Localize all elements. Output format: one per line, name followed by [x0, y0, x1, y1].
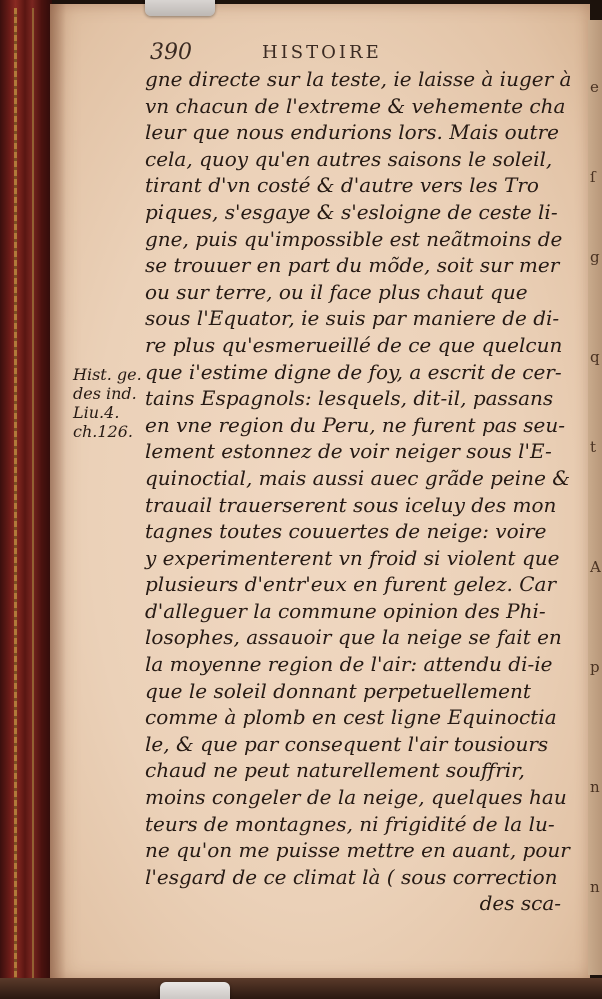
text-line: tirant d'vn costé & d'autre vers les Tro	[145, 173, 539, 198]
margin-note-line: Hist. ge.	[73, 365, 142, 384]
text-line: tagnes toutes couuertes de neige: voire	[145, 519, 547, 544]
text-line: en vne region du Peru, ne furent pas seu-	[145, 412, 566, 437]
leather-binding	[0, 0, 52, 999]
bottom-clip	[160, 982, 230, 999]
next-page-edge: e ſ g q t A p n n	[588, 20, 602, 975]
text-line: se trouuer en part du mõde, soit sur mer	[145, 253, 560, 278]
margin-note-line: Liu.4.	[73, 403, 120, 422]
text-line: la moyenne region de l'air: attendu di-ie	[145, 652, 553, 677]
catchword: des sca-	[479, 891, 561, 916]
text-line: piques, s'esgaye & s'esloigne de ceste li-	[145, 199, 558, 224]
text-line: que i'estime digne de foy, a escrit de cer-	[145, 359, 562, 384]
text-line: trauail trauerserent sous iceluy des mon	[145, 492, 557, 517]
text-line: gne directe sur la teste, ie laisse à iuger à	[145, 67, 572, 91]
gilt-rule-inner	[32, 8, 34, 991]
text-line: gne, puis qu'impossible est neãtmoins de	[145, 226, 563, 251]
text-line: re plus qu'esmerueillé de ce que quelcun	[145, 332, 563, 357]
margin-note-line: ch.126.	[73, 422, 133, 441]
text-line: que le soleil donnant perpetuellement	[145, 678, 531, 703]
gutter-shadow	[50, 4, 66, 980]
page-number: 390	[150, 40, 192, 65]
gilt-rule-outer	[14, 8, 17, 991]
text-line: losophes, assauoir que la neige se fait en	[145, 625, 562, 650]
text-line: comme à plomb en cest ligne Equinoctia	[145, 705, 557, 730]
top-clip	[145, 0, 215, 16]
table-surface	[0, 978, 602, 999]
running-title: HISTOIRE	[262, 42, 382, 63]
text-line: chaud ne peut naturellement souffrir,	[145, 758, 525, 783]
page-header	[150, 40, 560, 68]
text-line: y experimenterent vn froid si violent que	[145, 545, 560, 570]
text-line: le, & que par consequent l'air tousiours	[145, 731, 549, 756]
text-line: d'alleguer la commune opinion des Phi-	[145, 598, 546, 623]
text-line: sous l'Equator, ie suis par maniere de di-	[145, 306, 560, 331]
text-line: cela, quoy qu'en autres saisons le soleil,	[145, 146, 553, 171]
text-line: tains Espagnols: lesquels, dit-il, passans	[145, 386, 554, 411]
text-line: lement estonnez de voir neiger sous l'E-	[145, 439, 552, 464]
text-line: moins congeler de la neige, quelques hau	[145, 785, 567, 810]
text-line: ne qu'on me puisse mettre en auant, pour	[145, 838, 570, 863]
text-line: teurs de montagnes, ni frigidité de la lu-	[145, 811, 555, 836]
text-line: ou sur terre, ou il face plus chaut que	[145, 279, 528, 304]
text-line: leur que nous endurions lors. Mais outre	[145, 120, 559, 145]
margin-note-line: des ind.	[73, 384, 137, 403]
body-text	[145, 66, 572, 917]
text-line: l'esgard de ce climat là ( sous correction	[145, 864, 558, 889]
margin-note	[73, 365, 151, 441]
text-line: plusieurs d'entr'eux en furent gelez. Car	[145, 572, 557, 597]
text-line: quinoctial, mais aussi auec grãde peine &	[145, 465, 571, 490]
text-line: vn chacun de l'extreme & vehemente cha	[145, 93, 566, 118]
